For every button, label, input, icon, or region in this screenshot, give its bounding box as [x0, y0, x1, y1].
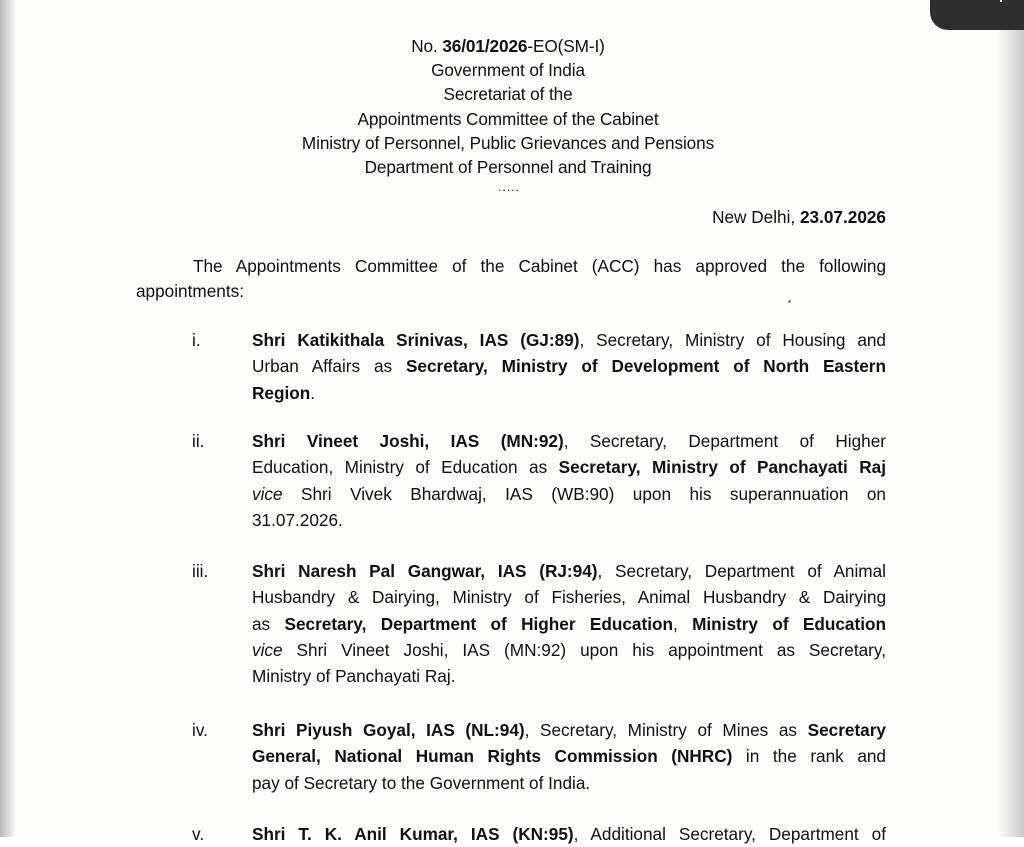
header-ministry: Ministry of Personnel, Public Grievances and Pensions: [301, 132, 715, 153]
item-numeral: ii.: [192, 431, 205, 451]
header-separator: .....: [498, 180, 520, 194]
header-secretariat: Secretariat of the: [443, 84, 573, 105]
header-department: Department of Personnel and Training: [364, 157, 652, 178]
place-and-date: New Delhi, 23.07.2026: [712, 207, 886, 227]
item-text: Shri Vineet Joshi, IAS (MN:92), Secretary, Department of Higher Education, Ministry of Education as Secretary, Ministry of Panchayati Raj vice Shri Vivek Bhardwaj, IAS (WB:90) upon his superannuation on 31.07.2026.: [252, 431, 886, 530]
intro-paragraph: The Appointments Committee of the Cabinet (ACC) has approved the following appointments:: [136, 256, 886, 301]
overlay-corner-icon: [1000, 0, 1002, 2]
file-number: No. 36/01/2026-EO(SM-I): [411, 36, 605, 56]
order-date: 23.07.2026: [799, 207, 886, 227]
header-government: Government of India: [431, 60, 585, 81]
page-edge-shadow-right: [998, 0, 1024, 837]
item-numeral: i.: [192, 330, 201, 350]
item-numeral: iii.: [192, 561, 209, 581]
document-header: [200, 34, 816, 179]
overlay-corner-tab[interactable]: [930, 0, 1024, 30]
header-acc: Appointments Committee of the Cabinet: [357, 108, 659, 129]
page-edge-shadow-left: [0, 0, 16, 837]
item-text: Shri Naresh Pal Gangwar, IAS (RJ:94), Secretary, Department of Animal Husbandry & Dairying, Ministry of Fisheries, Animal Husbandry & Dairying as Secretary, Department of Higher Education, Ministry of Education vice Shri Vineet Joshi, IAS (MN:92) upon his appointment as Secretary, Ministry of Panchayati Raj.: [252, 561, 886, 687]
item-text: Shri Katikithala Srinivas, IAS (GJ:89), Secretary, Ministry of Housing and Urban Affairs as Secretary, Ministry of Development of North Eastern Region.: [252, 330, 886, 403]
item-numeral: v.: [192, 824, 205, 844]
item-text: Shri Piyush Goyal, IAS (NL:94), Secretary, Ministry of Mines as Secretary General, National Human Rights Commission (NHRC) in the rank and pay of Secretary to the Government of India.: [252, 720, 886, 793]
item-numeral: iv.: [192, 720, 208, 740]
scan-speck: [788, 300, 791, 303]
item-text: Shri T. K. Anil Kumar, IAS (KN:95), Additional Secretary, Department of: [252, 824, 886, 844]
